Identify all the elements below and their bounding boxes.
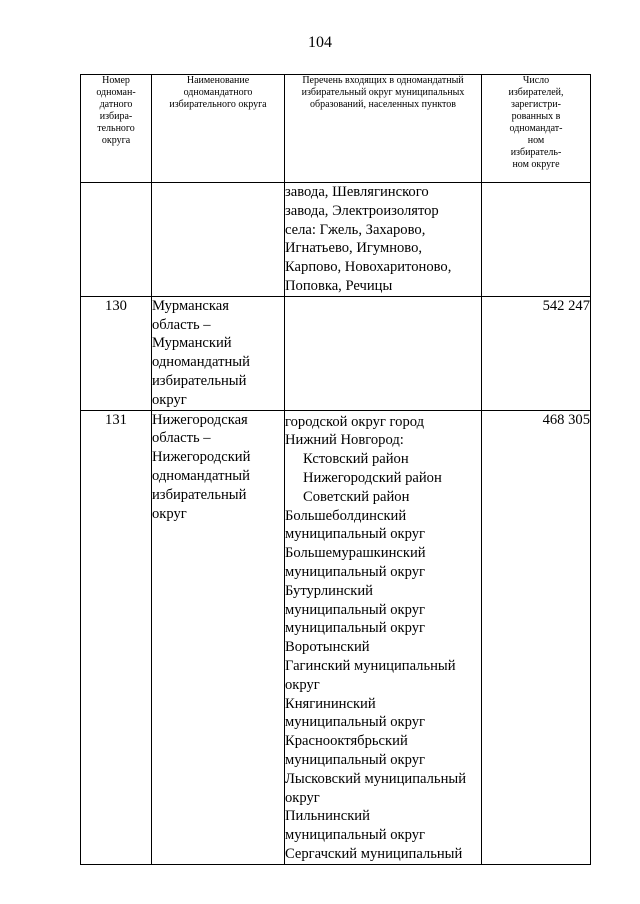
composition-line: Бутурлинский — [285, 582, 373, 599]
voter-count-cell — [482, 183, 591, 297]
composition-line: городской округ город — [285, 413, 425, 430]
text-line: избирательный округ муниципальных — [301, 87, 465, 98]
composition-line: завода, Шевлягинского — [285, 184, 429, 200]
composition-line: Большемурашкинский — [285, 545, 426, 562]
district-name-cell — [152, 410, 285, 864]
composition-line: завода, Электроизолятор — [285, 202, 439, 219]
page-number: 104 — [308, 34, 332, 51]
text-line: тельного — [97, 123, 135, 134]
table-header-row — [81, 75, 591, 183]
composition-line: Поповка, Речицы — [285, 277, 393, 294]
composition-line: Нижний Новгород: — [285, 432, 404, 449]
voter-count-cell: 542 247 — [482, 296, 591, 410]
text-line: округ — [152, 505, 187, 522]
composition-line: округ — [285, 789, 320, 806]
text-line: Мурманская — [152, 297, 229, 314]
district-composition-cell — [285, 410, 482, 864]
districts-table — [80, 74, 591, 865]
district-number-cell — [81, 183, 152, 297]
text-line: ном — [527, 135, 545, 146]
composition-line: Карпово, Новохаритоново, — [285, 259, 452, 276]
text-line: Номер — [102, 75, 130, 86]
text-line: зарегистри- — [511, 99, 561, 110]
district-number-cell: 131 — [81, 410, 152, 864]
text-line: одноман- — [96, 87, 136, 98]
composition-line: Пильнинский — [285, 808, 370, 825]
table-row — [81, 183, 591, 297]
text-line: Нижегородская — [152, 411, 248, 428]
text-line: избирательный — [152, 486, 247, 503]
table-row — [81, 296, 591, 410]
text-line: Нижегородский — [152, 449, 251, 466]
text-line: Число — [522, 75, 550, 86]
district-name-cell — [152, 296, 285, 410]
composition-line: села: Гжель, Захарово, — [285, 221, 426, 238]
text-line: рованных в — [511, 111, 561, 122]
text-line: округ — [152, 391, 187, 408]
text-line: область – — [152, 316, 211, 333]
text-line: избирательного округа — [169, 99, 267, 110]
text-line: одномандатный — [152, 354, 250, 371]
voter-count-cell: 468 305 — [482, 410, 591, 864]
header-district-composition — [285, 75, 482, 183]
header-text — [152, 75, 284, 111]
text-line: Наименование — [186, 75, 250, 86]
composition-line: Кстовский район — [303, 451, 409, 468]
composition-line: Лысковский муниципальный — [285, 770, 467, 787]
text-line: избирателей, — [508, 87, 564, 98]
district-number-cell: 130 — [81, 296, 152, 410]
text-line: образований, населенных пунктов — [309, 99, 457, 110]
district-name-cell — [152, 183, 285, 297]
header-text — [482, 75, 590, 171]
text-line: Мурманский — [152, 335, 232, 352]
text-line: одномандатного — [183, 87, 253, 98]
composition-line: муниципальный округ — [285, 751, 425, 768]
composition-line: муниципальный округ — [285, 827, 425, 844]
composition-line: Гагинский муниципальный — [285, 657, 456, 674]
text-line: избиратель- — [510, 147, 562, 158]
text-line: избира- — [99, 111, 133, 122]
header-text — [285, 75, 481, 111]
composition-line: Игнатьево, Игумново, — [285, 240, 423, 257]
composition-line: муниципальный округ — [285, 526, 425, 543]
text-line: ном округе — [512, 159, 560, 170]
header-text — [81, 75, 151, 147]
text-line: избирательный — [152, 372, 247, 389]
district-composition-cell — [285, 296, 482, 410]
text-line: одномандатный — [152, 467, 250, 484]
composition-line: округ — [285, 676, 320, 693]
composition-line: муниципальный округ — [285, 620, 425, 637]
composition-line: муниципальный округ — [285, 714, 425, 731]
composition-line: муниципальный округ — [285, 563, 425, 580]
table-row — [81, 410, 591, 864]
composition-line: Княгининский — [285, 695, 376, 712]
header-district-name — [152, 75, 285, 183]
text-line: одномандат- — [509, 123, 563, 134]
composition-line: Советский район — [303, 488, 410, 505]
text-line: Перечень входящих в одномандатный — [302, 75, 464, 86]
text-line: округа — [101, 135, 131, 146]
text-line: датного — [99, 99, 133, 110]
header-district-number — [81, 75, 152, 183]
header-voter-count — [482, 75, 591, 183]
composition-line: Воротынский — [285, 639, 370, 656]
text-line: область – — [152, 430, 211, 447]
district-composition-cell — [285, 183, 482, 297]
composition-line: муниципальный округ — [285, 601, 425, 618]
composition-line: Нижегородский район — [303, 469, 442, 486]
composition-line: Краснооктябрьский — [285, 733, 408, 750]
composition-line: Большеболдинский — [285, 507, 407, 524]
composition-line: Сергачский муниципальный — [285, 845, 463, 862]
